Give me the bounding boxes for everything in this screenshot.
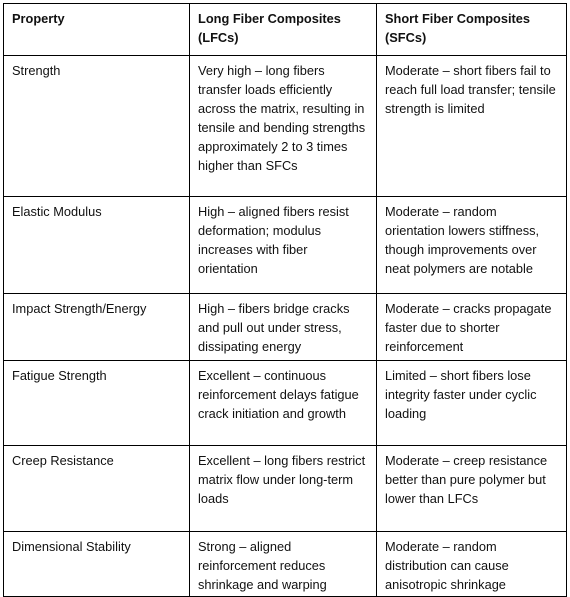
table-row: [4, 532, 567, 597]
property-cell: Creep Resistance: [4, 446, 190, 532]
property-cell: Impact Strength/Energy: [4, 294, 190, 361]
sfc-cell: Moderate – short fibers fail to reach full load transfer; tensile strength is limited: [377, 56, 567, 197]
lfc-cell: Excellent – long fibers restrict matrix flow under long-term loads: [190, 446, 377, 532]
property-cell: Strength: [4, 56, 190, 197]
header-row: [4, 4, 567, 56]
sfc-cell: Moderate – random orientation lowers stiffness, though improvements over neat polymers are notable: [377, 197, 567, 294]
sfc-cell: Limited – short fibers lose integrity faster under cyclic loading: [377, 361, 567, 446]
lfc-cell: Very high – long fibers transfer loads efficiently across the matrix, resulting in tensile and bending strengths approximately 2 to 3 times higher than SFCs: [190, 56, 377, 197]
table-row: [4, 294, 567, 361]
header-lfc: Long Fiber Composites (LFCs): [190, 4, 377, 56]
lfc-cell: High – fibers bridge cracks and pull out under stress, dissipating energy: [190, 294, 377, 361]
sfc-cell: Moderate – cracks propagate faster due to shorter reinforcement: [377, 294, 567, 361]
header-sfc: Short Fiber Composites (SFCs): [377, 4, 567, 56]
comparison-table: [3, 3, 567, 597]
property-cell: Dimensional Stability: [4, 532, 190, 597]
lfc-cell: Excellent – continuous reinforcement delays fatigue crack initiation and growth: [190, 361, 377, 446]
table-row: [4, 197, 567, 294]
lfc-cell: Strong – aligned reinforcement reduces shrinkage and warping: [190, 532, 377, 597]
table-row: [4, 446, 567, 532]
lfc-cell: High – aligned fibers resist deformation; modulus increases with fiber orientation: [190, 197, 377, 294]
table-row: [4, 361, 567, 446]
table-row: [4, 56, 567, 197]
header-property: Property: [4, 4, 190, 56]
property-cell: Elastic Modulus: [4, 197, 190, 294]
sfc-cell: Moderate – random distribution can cause anisotropic shrinkage: [377, 532, 567, 597]
property-cell: Fatigue Strength: [4, 361, 190, 446]
sfc-cell: Moderate – creep resistance better than pure polymer but lower than LFCs: [377, 446, 567, 532]
